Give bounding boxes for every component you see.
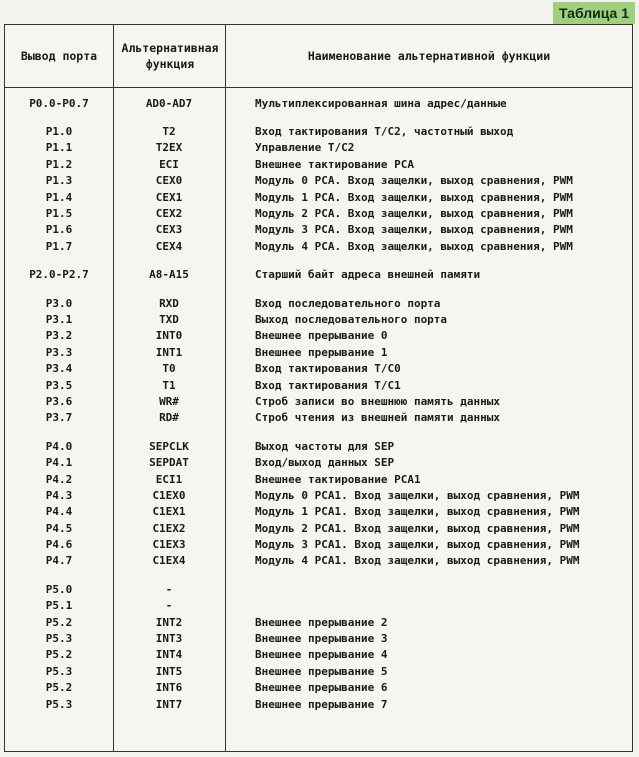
cell-description: Внешнее прерывание 7	[255, 697, 388, 711]
cell-alt-function: T2EX	[155, 141, 183, 155]
table-row	[5, 536, 632, 552]
cell-alt-function: -	[165, 599, 173, 613]
cell-description: Модуль 3 PCA1. Вход защелки, выход сравнения, PWM	[255, 538, 580, 552]
table-row	[5, 647, 632, 663]
cell-alt-function: -	[165, 582, 173, 596]
row-group	[5, 581, 632, 712]
cell-alt-function: C1EX3	[152, 538, 186, 552]
header-alt-function-line1: Альтернативная	[121, 41, 219, 55]
cell-port-pin: P5.1	[45, 599, 73, 613]
cell-description: Управление T/C2	[255, 141, 355, 155]
row-group	[5, 438, 632, 569]
table-row	[5, 360, 632, 376]
cell-description: Внешнее прерывание 0	[255, 329, 388, 343]
cell-description: Модуль 3 PCA. Вход защелки, выход сравнения, PWM	[255, 223, 573, 237]
cell-alt-function: CEX1	[155, 190, 183, 204]
cell-alt-function: C1EX0	[152, 488, 186, 502]
table-number-tag: Таблица 1	[553, 2, 635, 24]
cell-description: Модуль 2 PCA. Вход защелки, выход сравнения, PWM	[255, 207, 573, 221]
cell-description: Внешнее прерывание 2	[255, 615, 388, 629]
table-row	[5, 267, 632, 283]
table-row	[5, 487, 632, 503]
cell-port-pin: P5.2	[45, 615, 73, 629]
cell-alt-function: CEX0	[155, 174, 183, 188]
cell-description: Внешнее прерывание 5	[255, 664, 388, 678]
cell-port-pin: P5.2	[45, 681, 73, 695]
cell-port-pin: P4.5	[45, 521, 73, 535]
table-row	[5, 696, 632, 712]
cell-port-pin: P4.2	[45, 472, 73, 486]
cell-description: Мультиплексированная шина адрес/данные	[255, 96, 507, 110]
cell-description: Выход частоты для SEP	[255, 439, 395, 453]
cell-alt-function: INT2	[155, 615, 183, 629]
cell-alt-function: INT3	[155, 632, 183, 646]
table-row	[5, 189, 632, 205]
table-row	[5, 520, 632, 536]
table-row	[5, 598, 632, 614]
cell-port-pin: P4.7	[45, 554, 73, 568]
table-row	[5, 238, 632, 254]
cell-alt-function: AD0-AD7	[145, 96, 193, 110]
cell-description: Вход последовательного порта	[255, 296, 441, 310]
cell-port-pin: P1.0	[45, 125, 73, 139]
table-row	[5, 311, 632, 327]
cell-description: Модуль 1 PCA. Вход защелки, выход сравнения, PWM	[255, 190, 573, 204]
cell-port-pin: P4.6	[45, 538, 73, 552]
table	[4, 24, 633, 752]
cell-alt-function: CEX3	[155, 223, 183, 237]
table-row	[5, 173, 632, 189]
cell-port-pin: P4.4	[45, 505, 73, 519]
cell-description: Строб записи во внешнюю память данных	[255, 394, 501, 408]
table-body	[5, 87, 632, 724]
header-alt-function-line2: функция	[145, 57, 195, 71]
cell-description: Внешнее тактирование PCA	[255, 157, 414, 171]
cell-port-pin: P1.7	[45, 239, 73, 253]
cell-description: Внешнее прерывание 1	[255, 345, 388, 359]
cell-port-pin: P3.6	[45, 394, 73, 408]
header-port-pin: Вывод порта	[20, 49, 98, 63]
cell-port-pin: P2.0-P2.7	[29, 268, 89, 282]
table-row	[5, 222, 632, 238]
table-row	[5, 156, 632, 172]
cell-description: Выход последовательного порта	[255, 312, 448, 326]
table-row	[5, 344, 632, 360]
cell-port-pin: P1.3	[45, 174, 73, 188]
header-function-name: Наименование альтернативной функции	[225, 25, 632, 87]
cell-description: Вход тактирования T/C0	[255, 362, 401, 376]
cell-alt-function: T1	[162, 378, 176, 392]
cell-description: Старший байт адреса внешней памяти	[255, 268, 481, 282]
row-group	[5, 267, 632, 283]
cell-alt-function: C1EX1	[152, 505, 186, 519]
row-group	[5, 295, 632, 426]
cell-port-pin: P3.1	[45, 312, 73, 326]
cell-description: Строб чтения из внешней памяти данных	[255, 411, 501, 425]
table-row	[5, 377, 632, 393]
cell-alt-function: CEX4	[155, 239, 183, 253]
cell-description: Модуль 4 PCA. Вход защелки, выход сравнения, PWM	[255, 239, 573, 253]
table-row	[5, 630, 632, 646]
table-row	[5, 471, 632, 487]
cell-description: Модуль 4 PCA1. Вход защелки, выход сравнения, PWM	[255, 554, 580, 568]
table-row	[5, 553, 632, 569]
cell-description: Модуль 2 PCA1. Вход защелки, выход сравнения, PWM	[255, 521, 580, 535]
cell-port-pin: P3.0	[45, 296, 73, 310]
cell-description: Вход тактирования T/C2, частотный выход	[255, 125, 514, 139]
cell-port-pin: P3.3	[45, 345, 73, 359]
table-row	[5, 614, 632, 630]
cell-alt-function: INT0	[155, 329, 183, 343]
cell-description: Модуль 1 PCA1. Вход защелки, выход сравнения, PWM	[255, 505, 580, 519]
cell-port-pin: P5.3	[45, 632, 73, 646]
cell-description: Внешнее прерывание 6	[255, 681, 388, 695]
table-row	[5, 295, 632, 311]
cell-alt-function: SEPCLK	[149, 439, 189, 453]
cell-port-pin: P3.2	[45, 329, 73, 343]
cell-port-pin: P5.2	[45, 648, 73, 662]
cell-port-pin: P5.3	[45, 664, 73, 678]
cell-alt-function: A8-A15	[149, 268, 189, 282]
cell-port-pin: P1.4	[45, 190, 73, 204]
cell-alt-function: T2	[162, 125, 176, 139]
cell-alt-function: SEPDAT	[149, 456, 189, 470]
table-row	[5, 454, 632, 470]
cell-port-pin: P5.3	[45, 697, 73, 711]
cell-description: Внешнее прерывание 4	[255, 648, 388, 662]
cell-port-pin: P1.5	[45, 207, 73, 221]
table-row	[5, 328, 632, 344]
cell-description: Внешнее тактирование PCA1	[255, 472, 421, 486]
table-row	[5, 205, 632, 221]
table-row	[5, 123, 632, 139]
cell-description: Модуль 0 PCA1. Вход защелки, выход сравнения, PWM	[255, 488, 580, 502]
cell-alt-function: INT4	[155, 648, 183, 662]
cell-alt-function: T0	[162, 362, 176, 376]
cell-alt-function: C1EX4	[152, 554, 186, 568]
cell-description: Вход/выход данных SEP	[255, 456, 395, 470]
cell-description: Вход тактирования T/C1	[255, 378, 401, 392]
cell-description: Модуль 0 PCA. Вход защелки, выход сравнения, PWM	[255, 174, 573, 188]
cell-port-pin: P3.7	[45, 411, 73, 425]
cell-alt-function: ECI	[159, 157, 179, 171]
cell-port-pin: P4.3	[45, 488, 73, 502]
table-row	[5, 680, 632, 696]
cell-alt-function: INT6	[155, 681, 183, 695]
cell-alt-function: INT5	[155, 664, 183, 678]
table-row	[5, 438, 632, 454]
table-row	[5, 581, 632, 597]
table-row	[5, 410, 632, 426]
cell-port-pin: P3.4	[45, 362, 73, 376]
cell-description: Внешнее прерывание 3	[255, 632, 388, 646]
row-group	[5, 95, 632, 111]
cell-alt-function: INT1	[155, 345, 183, 359]
cell-alt-function: TXD	[159, 312, 179, 326]
row-group	[5, 123, 632, 254]
cell-port-pin: P1.6	[45, 223, 73, 237]
cell-port-pin: P1.1	[45, 141, 73, 155]
cell-port-pin: P4.1	[45, 456, 73, 470]
header-alt-function	[113, 25, 226, 87]
cell-port-pin: P5.0	[45, 582, 73, 596]
cell-alt-function: WR#	[159, 394, 179, 408]
cell-port-pin: P0.0-P0.7	[29, 96, 89, 110]
table-row	[5, 393, 632, 409]
cell-port-pin: P4.0	[45, 439, 73, 453]
cell-alt-function: CEX2	[155, 207, 183, 221]
table-row	[5, 95, 632, 111]
cell-alt-function: C1EX2	[152, 521, 186, 535]
table-row	[5, 504, 632, 520]
table-row	[5, 663, 632, 679]
cell-alt-function: RD#	[159, 411, 179, 425]
cell-alt-function: ECI1	[155, 472, 183, 486]
cell-port-pin: P1.2	[45, 157, 73, 171]
table-row	[5, 140, 632, 156]
cell-alt-function: INT7	[155, 697, 183, 711]
cell-alt-function: RXD	[159, 296, 179, 310]
table-header	[5, 25, 632, 88]
cell-port-pin: P3.5	[45, 378, 73, 392]
